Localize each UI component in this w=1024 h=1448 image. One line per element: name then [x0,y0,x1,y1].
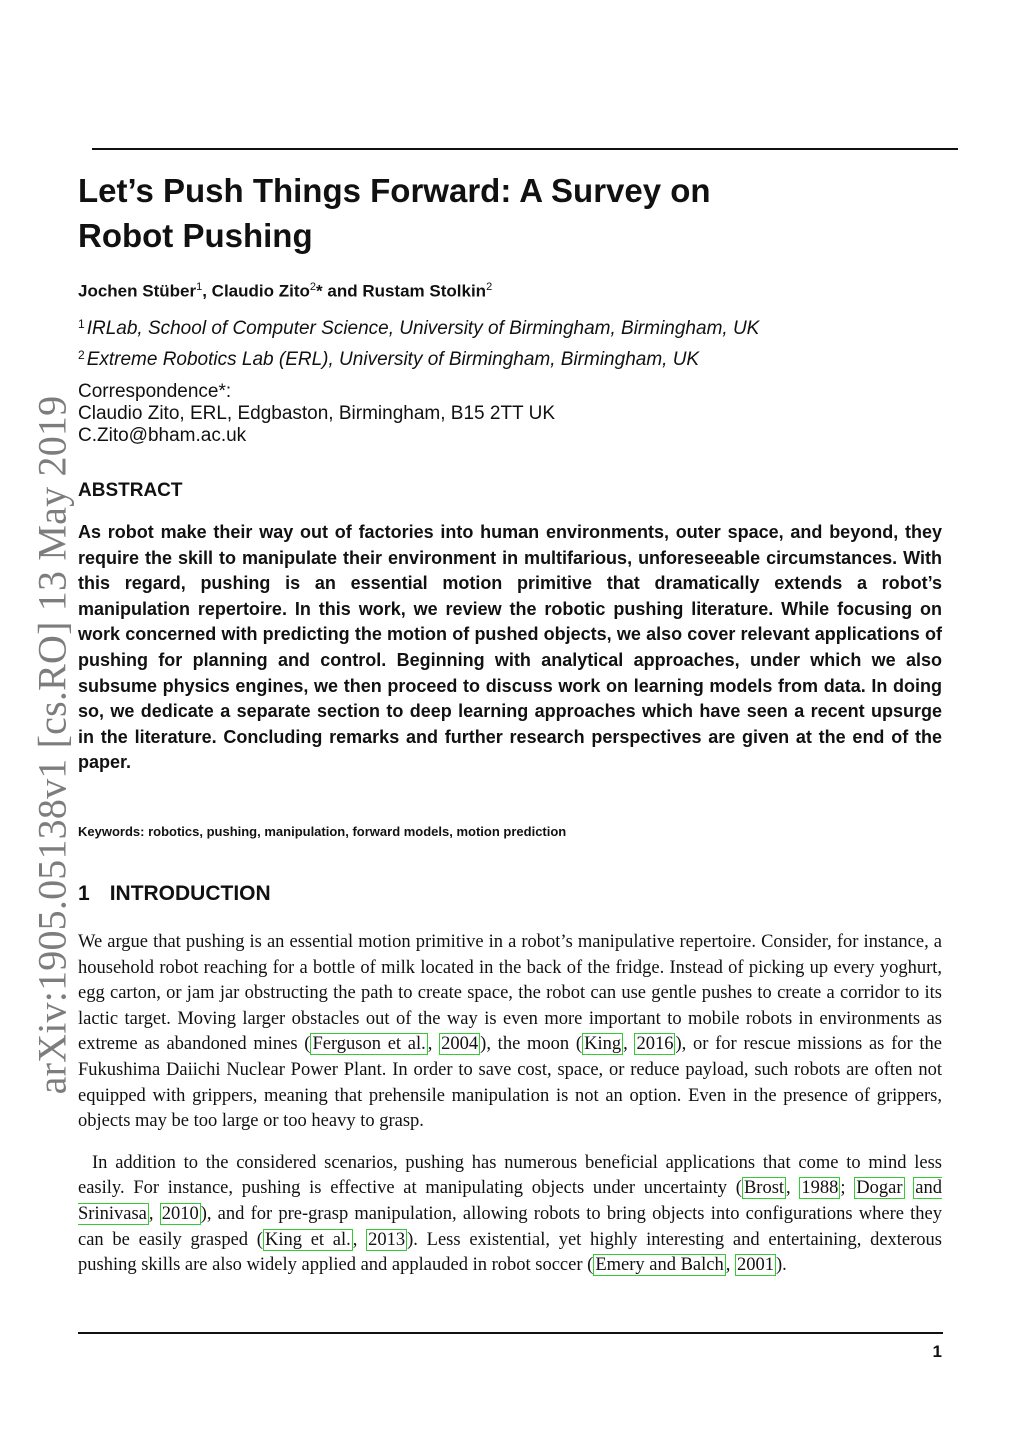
citation-link[interactable]: 2016 [636,1034,674,1055]
citation-link[interactable]: 2004 [441,1034,479,1055]
text-run: ). [776,1255,787,1276]
author-3-affil: 2 [486,281,493,293]
correspondence-email[interactable]: C.Zito@bham.ac.uk [78,424,247,446]
top-rule [92,148,958,150]
text-run [905,1178,914,1198]
text-run: ), the moon ( [480,1034,583,1055]
bottom-rule [78,1332,943,1334]
citation-link[interactable]: Brost [743,1178,785,1199]
text-run: ), and for pre-grasp manipulation, allowing robots to bring objects into configurations where they can be easily grasped ( [78,1203,942,1250]
author-1-affil: 1 [196,281,203,293]
text-run: , [352,1229,367,1250]
text-run: , [725,1255,735,1276]
abstract-text: As robot make their way out of factories into human environments, outer space, and beyond, they require the skill to manipulate their environment in multifarious, unforeseeable circumstances. With this regard, pushing is an essential motion primitive that dramatically extends a robot’s manipulation repertoire. In this work, we review the robotic pushing literature. While focusing on work concerned with predicting the motion of pushed objects, we also cover relevant applications of pushing for planning and control. Beginning with analytical approaches, under which we also subsume physics engines, we then proceed to discuss work on learning models from data. In doing so, we dedicate a separate section to deep learning approaches which have seen a recent upsurge in the literature. Concluding remarks and further research perspectives are given at the end of the paper. [78,522,942,773]
author-list [78,276,944,303]
citation-link[interactable]: 1988 [801,1178,839,1199]
text-run: In addition to the considered scenarios, pushing has numerous beneficial applications that come to mind less easily. For instance, pushing is effective at manipulating objects under uncertainty ( [78,1152,942,1199]
text-run: , [148,1203,160,1224]
text-run: ; [840,1178,855,1199]
author-2: Claudio Zito [211,281,310,301]
affiliation-text: Extreme Robotics Lab (ERL), University of Birmingham, Birmingham, UK [86,348,700,370]
citation-link[interactable]: 2001 [737,1255,774,1276]
citation-link[interactable]: Emery and Balch [595,1255,724,1276]
text-run: , [427,1034,440,1055]
keywords: Keywords: robotics, pushing, manipulation, forward models, motion prediction [78,824,567,839]
correspondence [78,381,944,447]
introduction-body [78,930,942,1279]
citation-link[interactable]: 2013 [368,1229,406,1250]
paper-title [78,168,944,258]
paper-header [78,168,944,447]
arxiv-identifier: arXiv:1905.05138v1 [cs.RO] 13 May 2019 [29,395,75,1095]
affiliation-1 [78,311,944,342]
author-2-affil: 2 [309,281,317,293]
author-separator: and [322,281,363,301]
citation-link[interactable]: and Srinivasa [78,1178,942,1224]
author-1: Jochen Stüber [78,281,197,301]
affiliation-text: IRLab, School of Computer Science, University of Birmingham, Birmingham, UK [86,317,760,339]
author-3: Rustam Stolkin [362,281,487,301]
citation-link[interactable]: 2010 [161,1203,199,1224]
text-run: We argue that pushing is an essential motion primitive in a robot’s manipulative repertoire. Consider, for instance, a household robot reaching for a bottle of milk located in the back of the fridge. Instead of picking up every yoghurt, egg carton, or jam jar obstructing the path to create space, the robot can use gentle pushes to create a corridor to its lactic target. Moving larger obstacles out of the way is even more important to mobile robots in environments as extreme as abandoned mines ( [78,932,942,1055]
affiliation-number: 1 [78,316,85,331]
title-line-1: Let’s Push Things Forward: A Survey on [78,172,711,209]
citation-link[interactable]: Ferguson et al. [312,1034,426,1055]
citation-link[interactable]: King [584,1034,622,1055]
abstract-section [78,480,942,776]
paragraph-2 [78,1151,942,1279]
citation-link[interactable]: King et al. [264,1229,351,1250]
author-separator: , [202,281,212,301]
page-number: 1 [932,1342,942,1361]
title-line-2: Robot Pushing [78,217,313,254]
corresponding-mark: * [316,281,323,301]
section-title: INTRODUCTION [109,882,271,905]
affiliation-2 [78,342,944,373]
correspondence-address: Claudio Zito, ERL, Edgbaston, Birmingham, B15 2TT UK [78,402,555,424]
text-run: , [623,1034,635,1055]
text-run: ). Less existential, yet highly interesting and entertaining, dexterous pushing skills are also widely applied and applauded in robot soccer ( [78,1229,943,1276]
section-heading [78,882,271,906]
citation-link[interactable]: Dogar [856,1178,903,1199]
section-number: 1 [78,882,90,905]
text-run: ), or for rescue missions as for the Fukushima Daiichi Nuclear Power Plant. In order to save cost, space, or reduce payload, such robots are often not equipped with grippers, meaning that prehensile manipulation is not an option. Even in the presence of grippers, objects may be too large or too heavy to grasp. [78,1034,943,1132]
affiliations [78,311,944,373]
affiliation-number: 2 [78,347,85,362]
correspondence-label: Correspondence*: [78,380,232,402]
abstract-heading: ABSTRACT [78,480,183,501]
text-run: , [786,1178,800,1199]
paragraph-1 [78,930,942,1135]
